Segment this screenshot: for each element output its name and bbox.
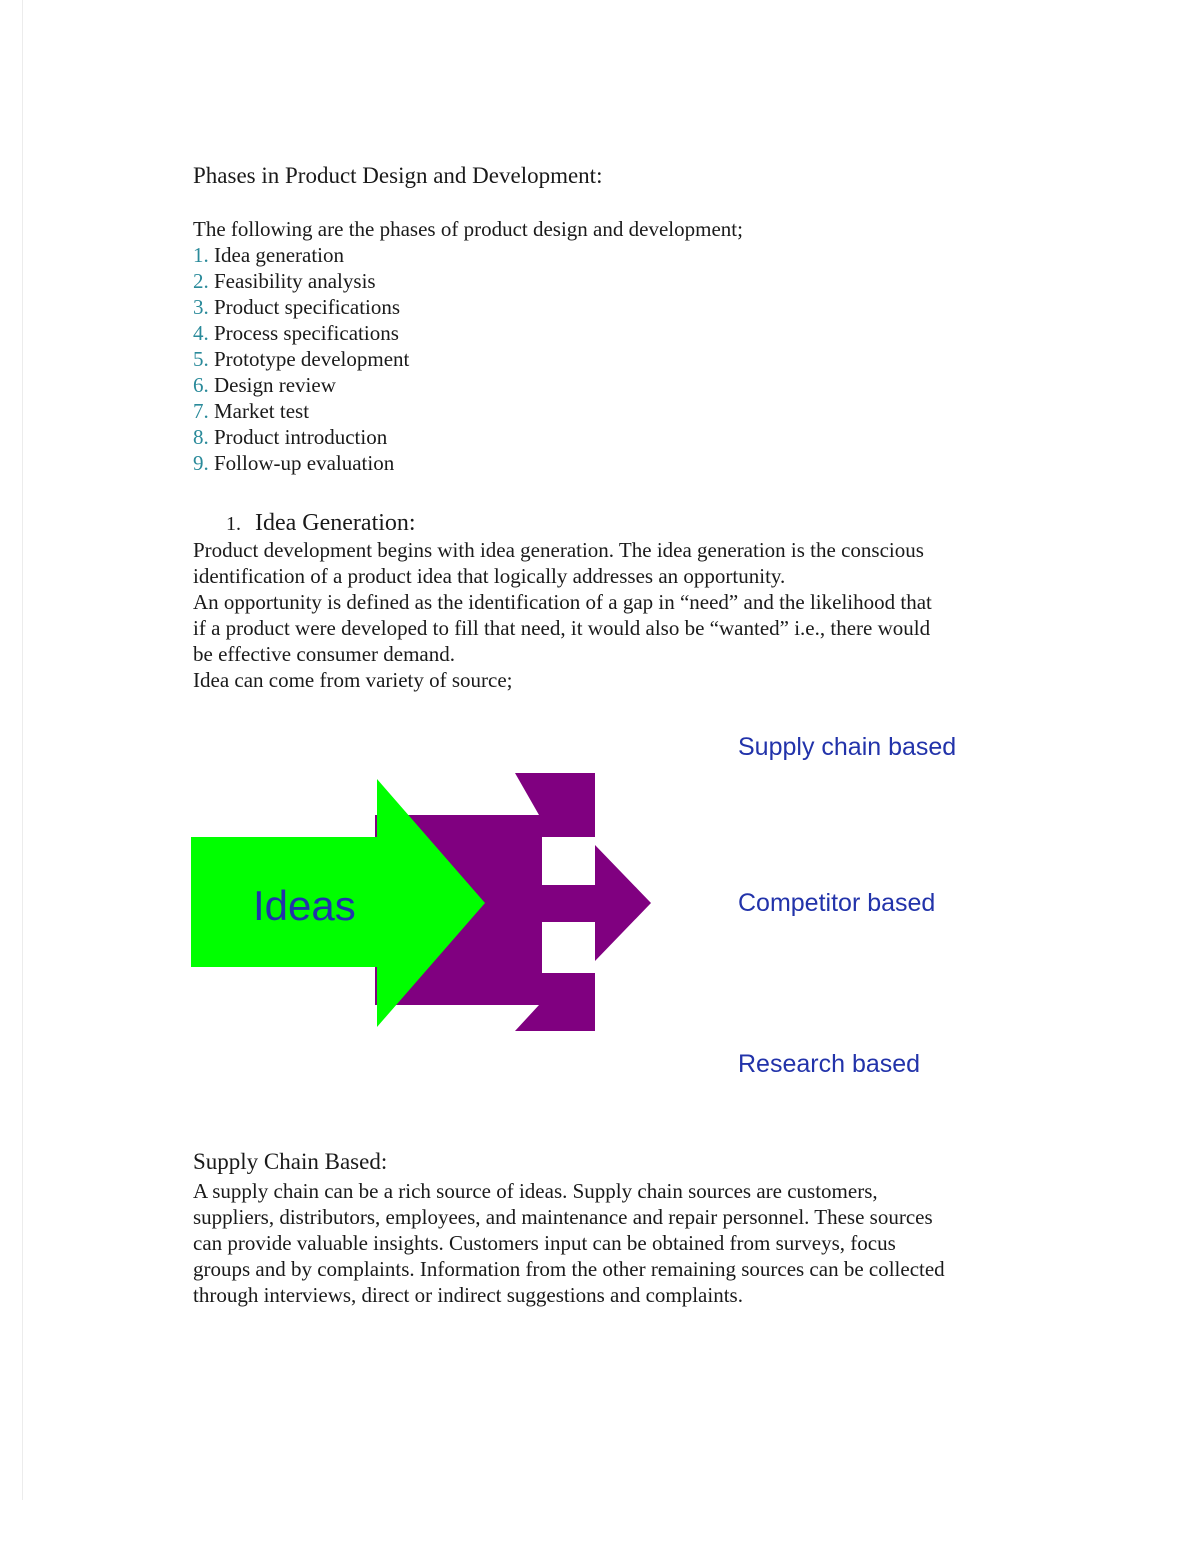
list-item <box>193 398 409 424</box>
paragraph-line: groups and by complaints. Information from the other remaining sources can be collected <box>193 1257 945 1281</box>
section-number: 1. <box>226 513 241 535</box>
section-heading-idea-generation <box>226 508 416 539</box>
list-item-label: Design review <box>214 373 336 397</box>
list-item-label: Follow-up evaluation <box>214 451 395 475</box>
section-heading-supply-chain: Supply Chain Based: <box>193 1149 388 1174</box>
list-item-number: 4. <box>193 321 209 345</box>
list-item-number: 9. <box>193 451 209 475</box>
paragraph-line: Product development begins with idea generation. The idea generation is the conscious <box>193 538 924 562</box>
phase-list <box>193 242 409 476</box>
list-item <box>193 294 409 320</box>
list-item-number: 2. <box>193 269 209 293</box>
list-item-label: Process specifications <box>214 321 399 345</box>
ideas-label: Ideas <box>253 882 356 929</box>
page-edge-line <box>22 0 23 1500</box>
section-title: Idea Generation: <box>255 510 416 536</box>
source-label-research: Research based <box>738 1050 921 1078</box>
paragraph-line: A supply chain can be a rich source of ideas. Supply chain sources are customers, <box>193 1179 878 1203</box>
source-label-competitor: Competitor based <box>738 889 936 917</box>
list-item <box>193 424 409 450</box>
list-item-label: Idea generation <box>214 243 345 267</box>
list-item <box>193 320 409 346</box>
list-item-number: 1. <box>193 243 209 267</box>
paragraph-line: if a product were developed to fill that need, it would also be “wanted” i.e., there would <box>193 616 931 640</box>
paragraph-line: identification of a product idea that logically addresses an opportunity. <box>193 564 786 588</box>
list-item <box>193 450 409 476</box>
paragraph-line: through interviews, direct or indirect suggestions and complaints. <box>193 1283 743 1307</box>
paragraph-line: be effective consumer demand. <box>193 642 455 666</box>
page-title: Phases in Product Design and Development: <box>193 163 603 188</box>
list-item-label: Feasibility analysis <box>214 269 376 293</box>
list-item-label: Prototype development <box>214 347 410 371</box>
paragraph-line: Idea can come from variety of source; <box>193 668 513 692</box>
list-item-number: 6. <box>193 373 209 397</box>
source-label-supply-chain: Supply chain based <box>738 733 957 761</box>
list-item-number: 3. <box>193 295 209 319</box>
list-item-label: Product introduction <box>214 425 388 449</box>
list-item-number: 7. <box>193 399 209 423</box>
list-item-number: 8. <box>193 425 209 449</box>
supply-chain-paragraph <box>193 1178 1023 1308</box>
paragraph-line: can provide valuable insights. Customers input can be obtained from surveys, focus <box>193 1231 896 1255</box>
list-item <box>193 372 409 398</box>
list-item-number: 5. <box>193 347 209 371</box>
paragraph-line: An opportunity is defined as the identification of a gap in “need” and the likelihood that <box>193 590 932 614</box>
paragraph-line: suppliers, distributors, employees, and maintenance and repair personnel. These sources <box>193 1205 933 1229</box>
list-item-label: Market test <box>214 399 310 423</box>
list-item <box>193 346 409 372</box>
intro-text: The following are the phases of product design and development; <box>193 217 743 241</box>
list-item <box>193 242 409 268</box>
list-item <box>193 268 409 294</box>
list-item-label: Product specifications <box>214 295 401 319</box>
idea-generation-paragraph <box>193 537 1023 693</box>
